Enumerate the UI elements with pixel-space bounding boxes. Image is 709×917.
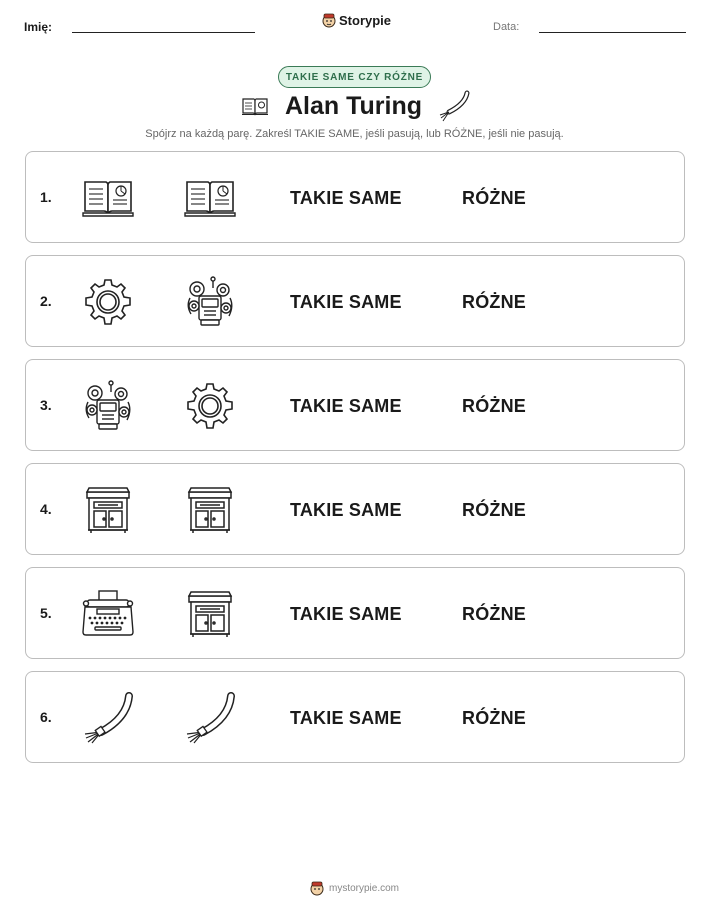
pair-row-2 [25, 255, 685, 347]
typewriter-icon [81, 588, 135, 640]
date-field[interactable] [539, 32, 686, 33]
footer-url: mystorypie.com [328, 882, 399, 894]
cabinet-icon [81, 484, 135, 536]
gear-icon [183, 380, 237, 432]
row-number: 3. [40, 397, 52, 413]
brand-name: Storypie [339, 12, 392, 28]
gear-icon [81, 276, 135, 328]
pair-row-3 [25, 359, 685, 451]
pair-row-4 [25, 463, 685, 555]
worksheet-type-badge: TAKIE SAME CZY RÓŻNE [278, 66, 431, 88]
option-same[interactable]: TAKIE SAME [290, 500, 402, 520]
open-book-icon [81, 172, 135, 224]
footer [0, 880, 709, 896]
option-different[interactable]: RÓŻNE [462, 604, 526, 624]
option-different[interactable]: RÓŻNE [462, 708, 526, 728]
mascot-icon [322, 12, 336, 28]
pair-row-1 [25, 151, 685, 243]
row-number: 1. [40, 189, 52, 205]
pair-row-5 [25, 567, 685, 659]
option-same[interactable]: TAKIE SAME [290, 604, 402, 624]
option-different[interactable]: RÓŻNE [462, 188, 526, 208]
open-book-icon [241, 95, 269, 117]
row-number: 4. [40, 501, 52, 517]
row-number: 2. [40, 293, 52, 309]
row-number: 5. [40, 605, 52, 621]
brand-logo [322, 12, 391, 28]
option-different[interactable]: RÓŻNE [462, 500, 526, 520]
cabinet-icon [183, 484, 237, 536]
cable-icon [81, 692, 135, 744]
option-same[interactable]: TAKIE SAME [290, 396, 402, 416]
cable-icon [437, 90, 471, 122]
name-label: Imię: [24, 20, 53, 34]
page-title: Alan Turing [285, 92, 423, 120]
mascot-icon [310, 880, 324, 896]
option-same[interactable]: TAKIE SAME [290, 188, 402, 208]
option-different[interactable]: RÓŻNE [462, 292, 526, 312]
name-field[interactable] [72, 32, 255, 33]
machine-icon [81, 380, 135, 432]
pair-row-6 [25, 671, 685, 763]
row-number: 6. [40, 709, 52, 725]
option-same[interactable]: TAKIE SAME [290, 292, 402, 312]
option-different[interactable]: RÓŻNE [462, 396, 526, 416]
option-same[interactable]: TAKIE SAME [290, 708, 402, 728]
cabinet-icon [183, 588, 237, 640]
instructions: Spójrz na każdą parę. Zakreśl TAKIE SAME, jeśli pasują, lub RÓŻNE, jeśli nie pasują. [145, 128, 564, 140]
cable-icon [183, 692, 237, 744]
date-label: Data: [493, 21, 520, 33]
machine-icon [183, 276, 237, 328]
open-book-icon [183, 172, 237, 224]
